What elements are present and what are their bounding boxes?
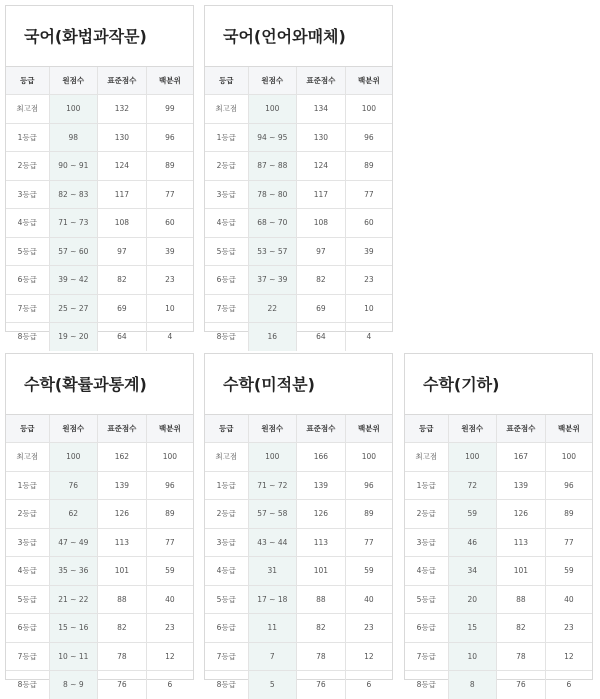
standard-score-cell: 132: [98, 95, 147, 124]
grade-cell: 4등급: [205, 557, 248, 586]
card-title: 수학(확률과통계): [6, 354, 193, 415]
grade-cell: 최고점: [205, 95, 248, 124]
percentile-cell: 99: [146, 95, 193, 124]
table-row: [6, 266, 193, 295]
table-row: [6, 471, 193, 500]
standard-score-cell: 139: [98, 471, 147, 500]
percentile-cell: 10: [345, 294, 392, 323]
standard-score-cell: 76: [297, 671, 346, 699]
percentile-cell: 4: [366, 332, 372, 342]
standard-score-cell: 139: [497, 471, 546, 500]
standard-score-cell: 88: [497, 585, 546, 614]
header-percentile: 백분위: [345, 67, 392, 95]
raw-score-cell: 100: [448, 443, 497, 472]
table-row: [405, 443, 592, 472]
standard-score-cell: 162: [98, 443, 147, 472]
standard-score-cell: 78: [497, 642, 546, 671]
percentile-cell: 6: [566, 680, 572, 690]
percentile-cell: 96: [345, 471, 392, 500]
percentile-cell: 23: [345, 614, 392, 643]
grade-cell: 2등급: [205, 500, 248, 529]
grade-cell: 4등급: [6, 557, 49, 586]
score-table: [6, 67, 193, 351]
raw-score-cell: 8 ~ 9: [49, 671, 98, 699]
header-raw-score: 원점수: [49, 67, 98, 95]
grade-cell: 5등급: [205, 585, 248, 614]
grade-cell: 6등급: [6, 614, 49, 643]
grade-cell: 7등급: [6, 642, 49, 671]
grade-cell: 최고점: [6, 443, 49, 472]
raw-score-cell: 31: [248, 557, 297, 586]
raw-score-cell: 47 ~ 49: [49, 528, 98, 557]
table-row: [405, 614, 592, 643]
table-row: [6, 642, 193, 671]
raw-score-cell: 57 ~ 58: [248, 500, 297, 529]
raw-score-cell: 76: [49, 471, 98, 500]
grade-cell: 6등급: [6, 266, 49, 295]
header-raw-score: 원점수: [448, 415, 497, 443]
table-row: [405, 557, 592, 586]
standard-score-cell: 130: [297, 123, 346, 152]
percentile-cell: 12: [345, 642, 392, 671]
standard-score-cell: 124: [297, 152, 346, 181]
raw-score-cell: 71 ~ 73: [49, 209, 98, 238]
table-header-row: [405, 415, 592, 443]
percentile-cell: 40: [146, 585, 193, 614]
table-header-row: [6, 67, 193, 95]
raw-score-cell: 35 ~ 36: [49, 557, 98, 586]
percentile-cell: 77: [146, 180, 193, 209]
grade-cell: 최고점: [6, 95, 49, 124]
percentile-cell: 59: [345, 557, 392, 586]
table-row: [205, 443, 392, 472]
percentile-cell: 6: [366, 680, 372, 690]
standard-score-cell: 97: [297, 237, 346, 266]
percentile-cell: 77: [146, 528, 193, 557]
standard-score-cell: 76: [497, 671, 546, 699]
standard-score-cell: 117: [297, 180, 346, 209]
header-percentile: 백분위: [146, 415, 193, 443]
percentile-cell: 12: [146, 642, 193, 671]
raw-score-cell: 87 ~ 88: [248, 152, 297, 181]
grade-cell: 7등급: [6, 294, 49, 323]
standard-score-cell: 78: [98, 642, 147, 671]
card-title: 수학(기하): [405, 354, 592, 415]
table-row: [205, 209, 392, 238]
grade-cell: 4등급: [405, 557, 448, 586]
raw-score-cell: 5: [248, 671, 297, 699]
raw-score-cell: 8: [448, 671, 497, 699]
percentile-cell: 4: [167, 332, 173, 342]
grade-cell: 6등급: [405, 614, 448, 643]
standard-score-cell: 113: [497, 528, 546, 557]
table-row: [6, 209, 193, 238]
header-standard-score: 표준점수: [497, 415, 546, 443]
percentile-cell: 89: [545, 500, 592, 529]
grade-cell: 6등급: [205, 266, 248, 295]
grade-cell: 8등급: [205, 671, 248, 699]
standard-score-cell: 64: [98, 323, 147, 351]
table-row: [205, 266, 392, 295]
table-row: [6, 294, 193, 323]
percentile-cell: 59: [545, 557, 592, 586]
raw-score-cell: 59: [448, 500, 497, 529]
score-table: [205, 415, 392, 699]
raw-score-cell: 19 ~ 20: [49, 323, 98, 351]
score-card-math-geometry: [404, 353, 593, 690]
grade-cell: 3등급: [205, 528, 248, 557]
grade-cell: 8등급: [205, 323, 248, 351]
percentile-cell: 100: [146, 443, 193, 472]
raw-score-cell: 62: [49, 500, 98, 529]
grade-cell: 최고점: [205, 443, 248, 472]
header-standard-score: 표준점수: [98, 67, 147, 95]
card-title: 수학(미적분): [205, 354, 392, 415]
raw-score-cell: 53 ~ 57: [248, 237, 297, 266]
standard-score-cell: 69: [297, 294, 346, 323]
raw-score-cell: 90 ~ 91: [49, 152, 98, 181]
table-row: [6, 500, 193, 529]
header-raw-score: 원점수: [49, 415, 98, 443]
grade-cell: 7등급: [405, 642, 448, 671]
grade-cell: 3등급: [6, 180, 49, 209]
score-table: [205, 67, 392, 351]
raw-score-cell: 100: [248, 443, 297, 472]
percentile-cell: 96: [345, 123, 392, 152]
header-raw-score: 원점수: [248, 67, 297, 95]
grade-cell: 3등급: [405, 528, 448, 557]
grade-cell: 1등급: [205, 471, 248, 500]
raw-score-cell: 17 ~ 18: [248, 585, 297, 614]
table-row: [6, 528, 193, 557]
percentile-cell: 100: [545, 443, 592, 472]
percentile-cell: 96: [146, 471, 193, 500]
percentile-cell: 96: [146, 123, 193, 152]
standard-score-cell: 117: [98, 180, 147, 209]
table-row: [205, 294, 392, 323]
table-row: [405, 471, 592, 500]
table-row: [6, 614, 193, 643]
table-row: [205, 152, 392, 181]
percentile-cell: 59: [146, 557, 193, 586]
grade-cell: 8등급: [6, 323, 49, 351]
percentile-cell: 12: [545, 642, 592, 671]
table-row: [6, 123, 193, 152]
table-row: [205, 323, 392, 351]
raw-score-cell: 16: [248, 323, 297, 351]
grade-cell: 2등급: [6, 500, 49, 529]
grade-cell: 1등급: [205, 123, 248, 152]
table-row: [6, 152, 193, 181]
raw-score-cell: 43 ~ 44: [248, 528, 297, 557]
header-standard-score: 표준점수: [98, 415, 147, 443]
grade-cell: 8등급: [405, 671, 448, 699]
score-card-math-probability-statistics: [5, 353, 194, 690]
percentile-cell: 23: [146, 614, 193, 643]
table-row: [205, 500, 392, 529]
raw-score-cell: 22: [248, 294, 297, 323]
table-row: [6, 585, 193, 614]
raw-score-cell: 100: [248, 95, 297, 124]
grade-cell: 5등급: [6, 237, 49, 266]
raw-score-cell: 15: [448, 614, 497, 643]
standard-score-cell: 139: [297, 471, 346, 500]
standard-score-cell: 126: [497, 500, 546, 529]
raw-score-cell: 57 ~ 60: [49, 237, 98, 266]
standard-score-cell: 167: [497, 443, 546, 472]
grade-cell: 1등급: [6, 471, 49, 500]
table-row: [6, 323, 193, 351]
standard-score-cell: 113: [98, 528, 147, 557]
grade-cell: 4등급: [6, 209, 49, 238]
score-table: [6, 415, 193, 699]
raw-score-cell: 39 ~ 42: [49, 266, 98, 295]
standard-score-cell: 97: [98, 237, 147, 266]
standard-score-cell: 82: [98, 614, 147, 643]
header-percentile: 백분위: [345, 415, 392, 443]
table-row: [6, 237, 193, 266]
table-row: [205, 95, 392, 124]
raw-score-cell: 98: [49, 123, 98, 152]
table-row: [405, 585, 592, 614]
raw-score-cell: 94 ~ 95: [248, 123, 297, 152]
grade-cell: 최고점: [405, 443, 448, 472]
raw-score-cell: 21 ~ 22: [49, 585, 98, 614]
raw-score-cell: 82 ~ 83: [49, 180, 98, 209]
header-grade: 등급: [405, 415, 448, 443]
header-raw-score: 원점수: [248, 415, 297, 443]
header-grade: 등급: [205, 415, 248, 443]
standard-score-cell: 78: [297, 642, 346, 671]
percentile-cell: 89: [146, 500, 193, 529]
raw-score-cell: 100: [49, 95, 98, 124]
table-row: [205, 614, 392, 643]
standard-score-cell: 69: [98, 294, 147, 323]
percentile-cell: 60: [345, 209, 392, 238]
standard-score-cell: 130: [98, 123, 147, 152]
table-row: [205, 671, 392, 699]
standard-score-cell: 82: [98, 266, 147, 295]
raw-score-cell: 10: [448, 642, 497, 671]
grade-cell: 7등급: [205, 294, 248, 323]
percentile-cell: 23: [146, 266, 193, 295]
raw-score-cell: 71 ~ 72: [248, 471, 297, 500]
table-row: [405, 642, 592, 671]
raw-score-cell: 72: [448, 471, 497, 500]
table-row: [205, 585, 392, 614]
raw-score-cell: 15 ~ 16: [49, 614, 98, 643]
percentile-cell: 6: [167, 680, 173, 690]
percentile-cell: 77: [545, 528, 592, 557]
table-header-row: [205, 67, 392, 95]
score-card-korean-language-media: [204, 5, 393, 342]
percentile-cell: 100: [345, 443, 392, 472]
table-row: [205, 123, 392, 152]
table-row: [6, 671, 193, 699]
grade-cell: 1등급: [405, 471, 448, 500]
standard-score-cell: 101: [98, 557, 147, 586]
header-grade: 등급: [205, 67, 248, 95]
standard-score-cell: 101: [297, 557, 346, 586]
grade-cell: 7등급: [205, 642, 248, 671]
grade-cell: 5등급: [205, 237, 248, 266]
standard-score-cell: 64: [297, 323, 346, 351]
standard-score-cell: 166: [297, 443, 346, 472]
grade-cell: 6등급: [205, 614, 248, 643]
card-title: 국어(화법과작문): [6, 6, 193, 67]
percentile-cell: 23: [345, 266, 392, 295]
raw-score-cell: 68 ~ 70: [248, 209, 297, 238]
grade-cell: 2등급: [405, 500, 448, 529]
grade-cell: 2등급: [205, 152, 248, 181]
table-row: [6, 557, 193, 586]
table-row: [6, 95, 193, 124]
raw-score-cell: 100: [49, 443, 98, 472]
raw-score-cell: 78 ~ 80: [248, 180, 297, 209]
table-row: [405, 671, 592, 699]
score-card-math-calculus: [204, 353, 393, 690]
standard-score-cell: 101: [497, 557, 546, 586]
raw-score-cell: 25 ~ 27: [49, 294, 98, 323]
grade-cell: 5등급: [6, 585, 49, 614]
raw-score-cell: 37 ~ 39: [248, 266, 297, 295]
standard-score-cell: 82: [297, 614, 346, 643]
table-row: [205, 237, 392, 266]
table-row: [405, 528, 592, 557]
percentile-cell: 89: [345, 500, 392, 529]
standard-score-cell: 126: [98, 500, 147, 529]
percentile-cell: 60: [146, 209, 193, 238]
grade-cell: 2등급: [6, 152, 49, 181]
standard-score-cell: 88: [297, 585, 346, 614]
score-table: [405, 415, 592, 699]
table-row: [6, 180, 193, 209]
standard-score-cell: 134: [297, 95, 346, 124]
raw-score-cell: 46: [448, 528, 497, 557]
score-card-korean-speech-writing: [5, 5, 194, 342]
grade-cell: 8등급: [6, 671, 49, 699]
grade-cell: 3등급: [6, 528, 49, 557]
standard-score-cell: 76: [98, 671, 147, 699]
percentile-cell: 40: [545, 585, 592, 614]
percentile-cell: 77: [345, 528, 392, 557]
raw-score-cell: 10 ~ 11: [49, 642, 98, 671]
table-row: [405, 500, 592, 529]
table-header-row: [205, 415, 392, 443]
percentile-cell: 77: [345, 180, 392, 209]
standard-score-cell: 82: [497, 614, 546, 643]
standard-score-cell: 113: [297, 528, 346, 557]
raw-score-cell: 7: [248, 642, 297, 671]
grade-cell: 5등급: [405, 585, 448, 614]
percentile-cell: 89: [345, 152, 392, 181]
standard-score-cell: 124: [98, 152, 147, 181]
header-percentile: 백분위: [146, 67, 193, 95]
percentile-cell: 40: [345, 585, 392, 614]
table-header-row: [6, 415, 193, 443]
table-row: [205, 180, 392, 209]
standard-score-cell: 108: [297, 209, 346, 238]
table-row: [6, 443, 193, 472]
percentile-cell: 96: [545, 471, 592, 500]
percentile-cell: 89: [146, 152, 193, 181]
standard-score-cell: 126: [297, 500, 346, 529]
grade-cell: 3등급: [205, 180, 248, 209]
card-title: 국어(언어와매체): [205, 6, 392, 67]
grade-cell: 1등급: [6, 123, 49, 152]
percentile-cell: 23: [545, 614, 592, 643]
standard-score-cell: 82: [297, 266, 346, 295]
header-grade: 등급: [6, 67, 49, 95]
standard-score-cell: 108: [98, 209, 147, 238]
table-row: [205, 471, 392, 500]
header-percentile: 백분위: [545, 415, 592, 443]
raw-score-cell: 11: [248, 614, 297, 643]
header-standard-score: 표준점수: [297, 67, 346, 95]
raw-score-cell: 20: [448, 585, 497, 614]
table-row: [205, 557, 392, 586]
percentile-cell: 39: [146, 237, 193, 266]
grade-cell: 4등급: [205, 209, 248, 238]
header-grade: 등급: [6, 415, 49, 443]
percentile-cell: 100: [345, 95, 392, 124]
percentile-cell: 39: [345, 237, 392, 266]
table-row: [205, 528, 392, 557]
table-row: [205, 642, 392, 671]
raw-score-cell: 34: [448, 557, 497, 586]
percentile-cell: 10: [146, 294, 193, 323]
header-standard-score: 표준점수: [297, 415, 346, 443]
standard-score-cell: 88: [98, 585, 147, 614]
